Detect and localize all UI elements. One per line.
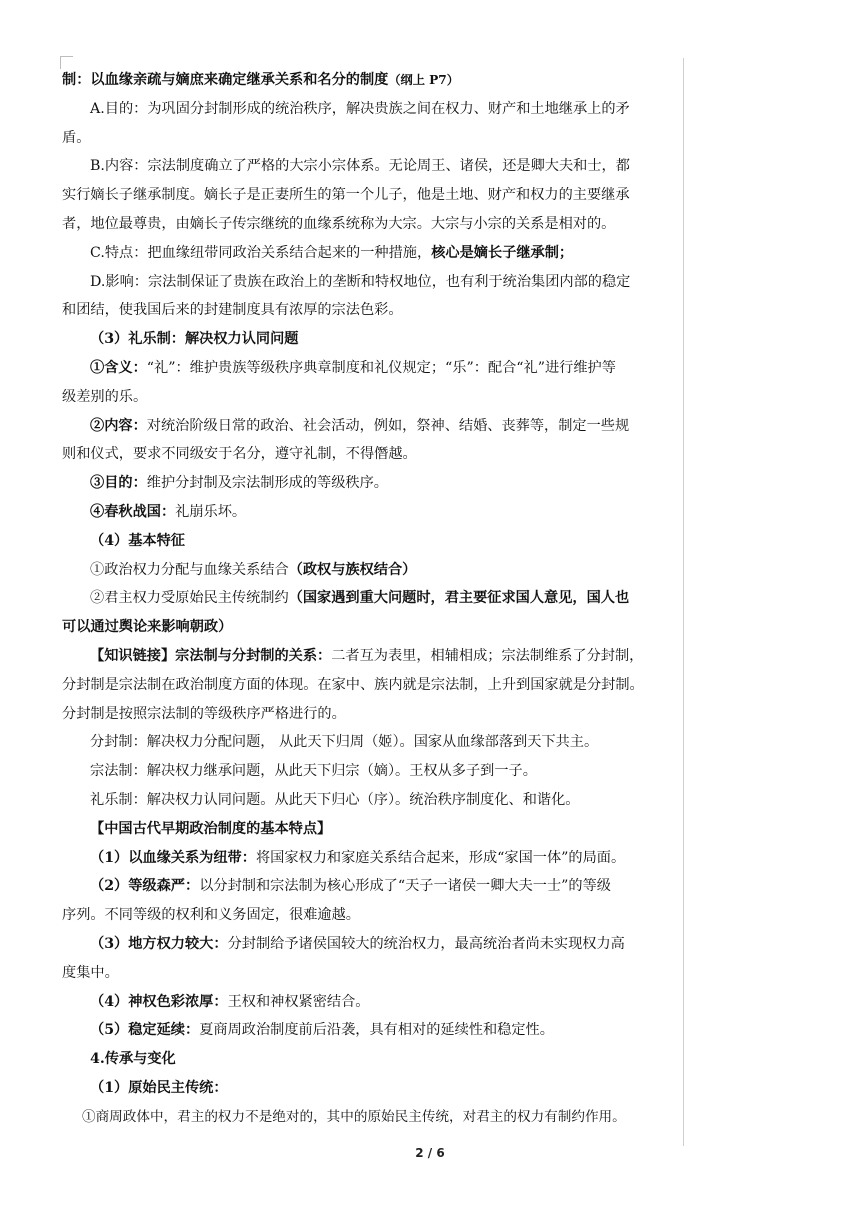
section-heading: 【中国古代早期政治制度的基本特点】 — [90, 820, 332, 837]
plain-text: 以分封制和宗法制为核心形成了“天子一诸侯一卿大夫一士”的等级 — [199, 878, 611, 895]
text-line: 分封制是按照宗法制的等级秩序严格进行的。 — [62, 705, 346, 722]
page-number: 2 / 6 — [415, 1146, 445, 1160]
text-line: 实行嫡长子继承制度。嫡长子是正妻所生的第一个儿子，他是土地、财产和权力的主要继承 — [62, 187, 630, 204]
text-line: 级差别的乐。 — [62, 388, 148, 405]
text-line — [62, 239, 670, 268]
plain-text: 王权和神权紧密结合。 — [227, 993, 370, 1010]
text-line: 礼乐制：解决权力认同问题。从此天下归心（序）。统治秩序制度化、和谐化。 — [90, 791, 580, 808]
plain-text: 夏商周政治制度前后沿袭，具有相对的延续性和稳定性。 — [199, 1022, 554, 1039]
text-line: 则和仪式，要求不同级安于名分，遵守礼制，不得僭越。 — [62, 446, 417, 463]
text-line: 者，地位最尊贵，由嫡长子传宗继统的血缘系统称为大宗。大宗与小宗的关系是相对的。 — [62, 215, 616, 232]
bold-text: 【知识链接】宗法制与分封制的关系： — [90, 647, 332, 664]
bold-text: 核心是嫡长子继承制； — [431, 244, 574, 261]
text-line: B.内容：宗法制度确立了严格的大宗小宗体系。无论周王、诸侯，还是卿大夫和士，都 — [90, 158, 630, 175]
text-line: D.影响：宗法制保证了贵族在政治上的垄断和特权地位，也有利于统治集团内部的稳定 — [90, 273, 631, 290]
plain-text: ①政治权力分配与血缘关系结合 — [90, 561, 289, 578]
bold-text: （3）地方权力较大： — [90, 935, 228, 952]
plain-text: 二者互为表里，相辅相成；宗法制维系了分封制， — [331, 647, 644, 664]
text-line — [62, 556, 670, 585]
bold-text: ②内容： — [90, 417, 147, 434]
text-line — [62, 498, 670, 527]
text-line — [62, 1016, 670, 1045]
plain-text: C.特点：把血缘纽带同政治关系结合起来的一种措施， — [90, 244, 432, 261]
plain-text: 对统治阶级日常的政治、社会活动，例如，祭神、结婚、丧葬等，制定一些规 — [146, 417, 630, 434]
plain-text: “礼”：维护贵族等级秩序典章制度和礼仪规定；“乐”：配合“礼”进行维护等 — [146, 359, 616, 376]
text-line: ①商周政体中，君主的权力不是绝对的，其中的原始民主传统，对君主的权力有制约作用。 — [82, 1108, 626, 1125]
text-line: 分封制是宗法制在政治制度方面的体现。在家中、族内就是宗法制，上升到国家就是分封制。 — [62, 676, 644, 693]
text-line — [62, 469, 670, 498]
text-line: 和团结，使我国后来的封建制度具有浓厚的宗法色彩。 — [62, 302, 403, 319]
text-line — [62, 872, 670, 901]
bold-text: ③目的： — [90, 475, 147, 492]
text-line: 分封制：解决权力分配问题， 从此天下归周（姬）。国家从血缘部落到天下共主。 — [90, 734, 599, 751]
plain-text: 分封制给予诸侯国较大的统治权力，最高统治者尚未实现权力高 — [227, 935, 625, 952]
bold-text: （2）等级森严： — [90, 878, 200, 895]
text-line: 盾。 — [62, 129, 91, 146]
bold-text: （1）以血缘关系为纽带： — [90, 849, 256, 866]
section-heading: 4.传承与变化 — [90, 1051, 176, 1068]
text-line — [62, 66, 670, 95]
section-heading: （4）基本特征 — [90, 532, 185, 549]
bold-text: ④春秋战国： — [90, 503, 176, 520]
bold-text: （5）稳定延续： — [90, 1022, 200, 1039]
text-line — [62, 354, 670, 383]
bold-text: （国家遇到重大问题时，君主要征求国人意见，国人也 — [288, 590, 630, 607]
text-line — [62, 412, 670, 441]
text-line — [62, 844, 670, 873]
text-line: 宗法制：解决权力继承问题，从此天下归宗（嫡）。王权从多子到一子。 — [90, 763, 537, 780]
reference-note: （纲上 P7） — [388, 73, 459, 87]
bold-text: ①含义： — [90, 359, 147, 376]
text-line: 可以通过舆论来影响朝政） — [62, 619, 233, 636]
bold-text: （4）神权色彩浓厚： — [90, 993, 228, 1010]
plain-text: 礼崩乐坏。 — [175, 503, 247, 520]
text-line: 序列。不同等级的权利和义务固定，很难逾越。 — [62, 907, 360, 924]
plain-text: 维护分封制及宗法制形成的等级秩序。 — [146, 475, 388, 492]
text-line: 度集中。 — [62, 964, 119, 981]
bold-text: （政权与族权结合） — [288, 561, 417, 578]
margin-rule — [683, 58, 684, 1146]
text-line — [62, 930, 670, 959]
section-heading: （1）原始民主传统： — [90, 1079, 228, 1096]
plain-text: ②君主权力受原始民主传统制约 — [90, 590, 289, 607]
text-line — [62, 988, 670, 1017]
plain-text: 将国家权力和家庭关系结合起来，形成“家国一体”的局面。 — [255, 849, 626, 866]
text-line: A.目的：为巩固分封制形成的统治秩序，解决贵族之间在权力、财产和土地继承上的矛 — [90, 100, 630, 117]
bold-text: 制：以血缘亲疏与嫡庶来确定继承关系和名分的制度 — [62, 72, 389, 88]
document-body — [62, 66, 670, 1131]
section-heading: （3）礼乐制：解决权力认同问题 — [90, 331, 299, 348]
text-line — [62, 584, 670, 613]
text-line — [62, 642, 670, 671]
